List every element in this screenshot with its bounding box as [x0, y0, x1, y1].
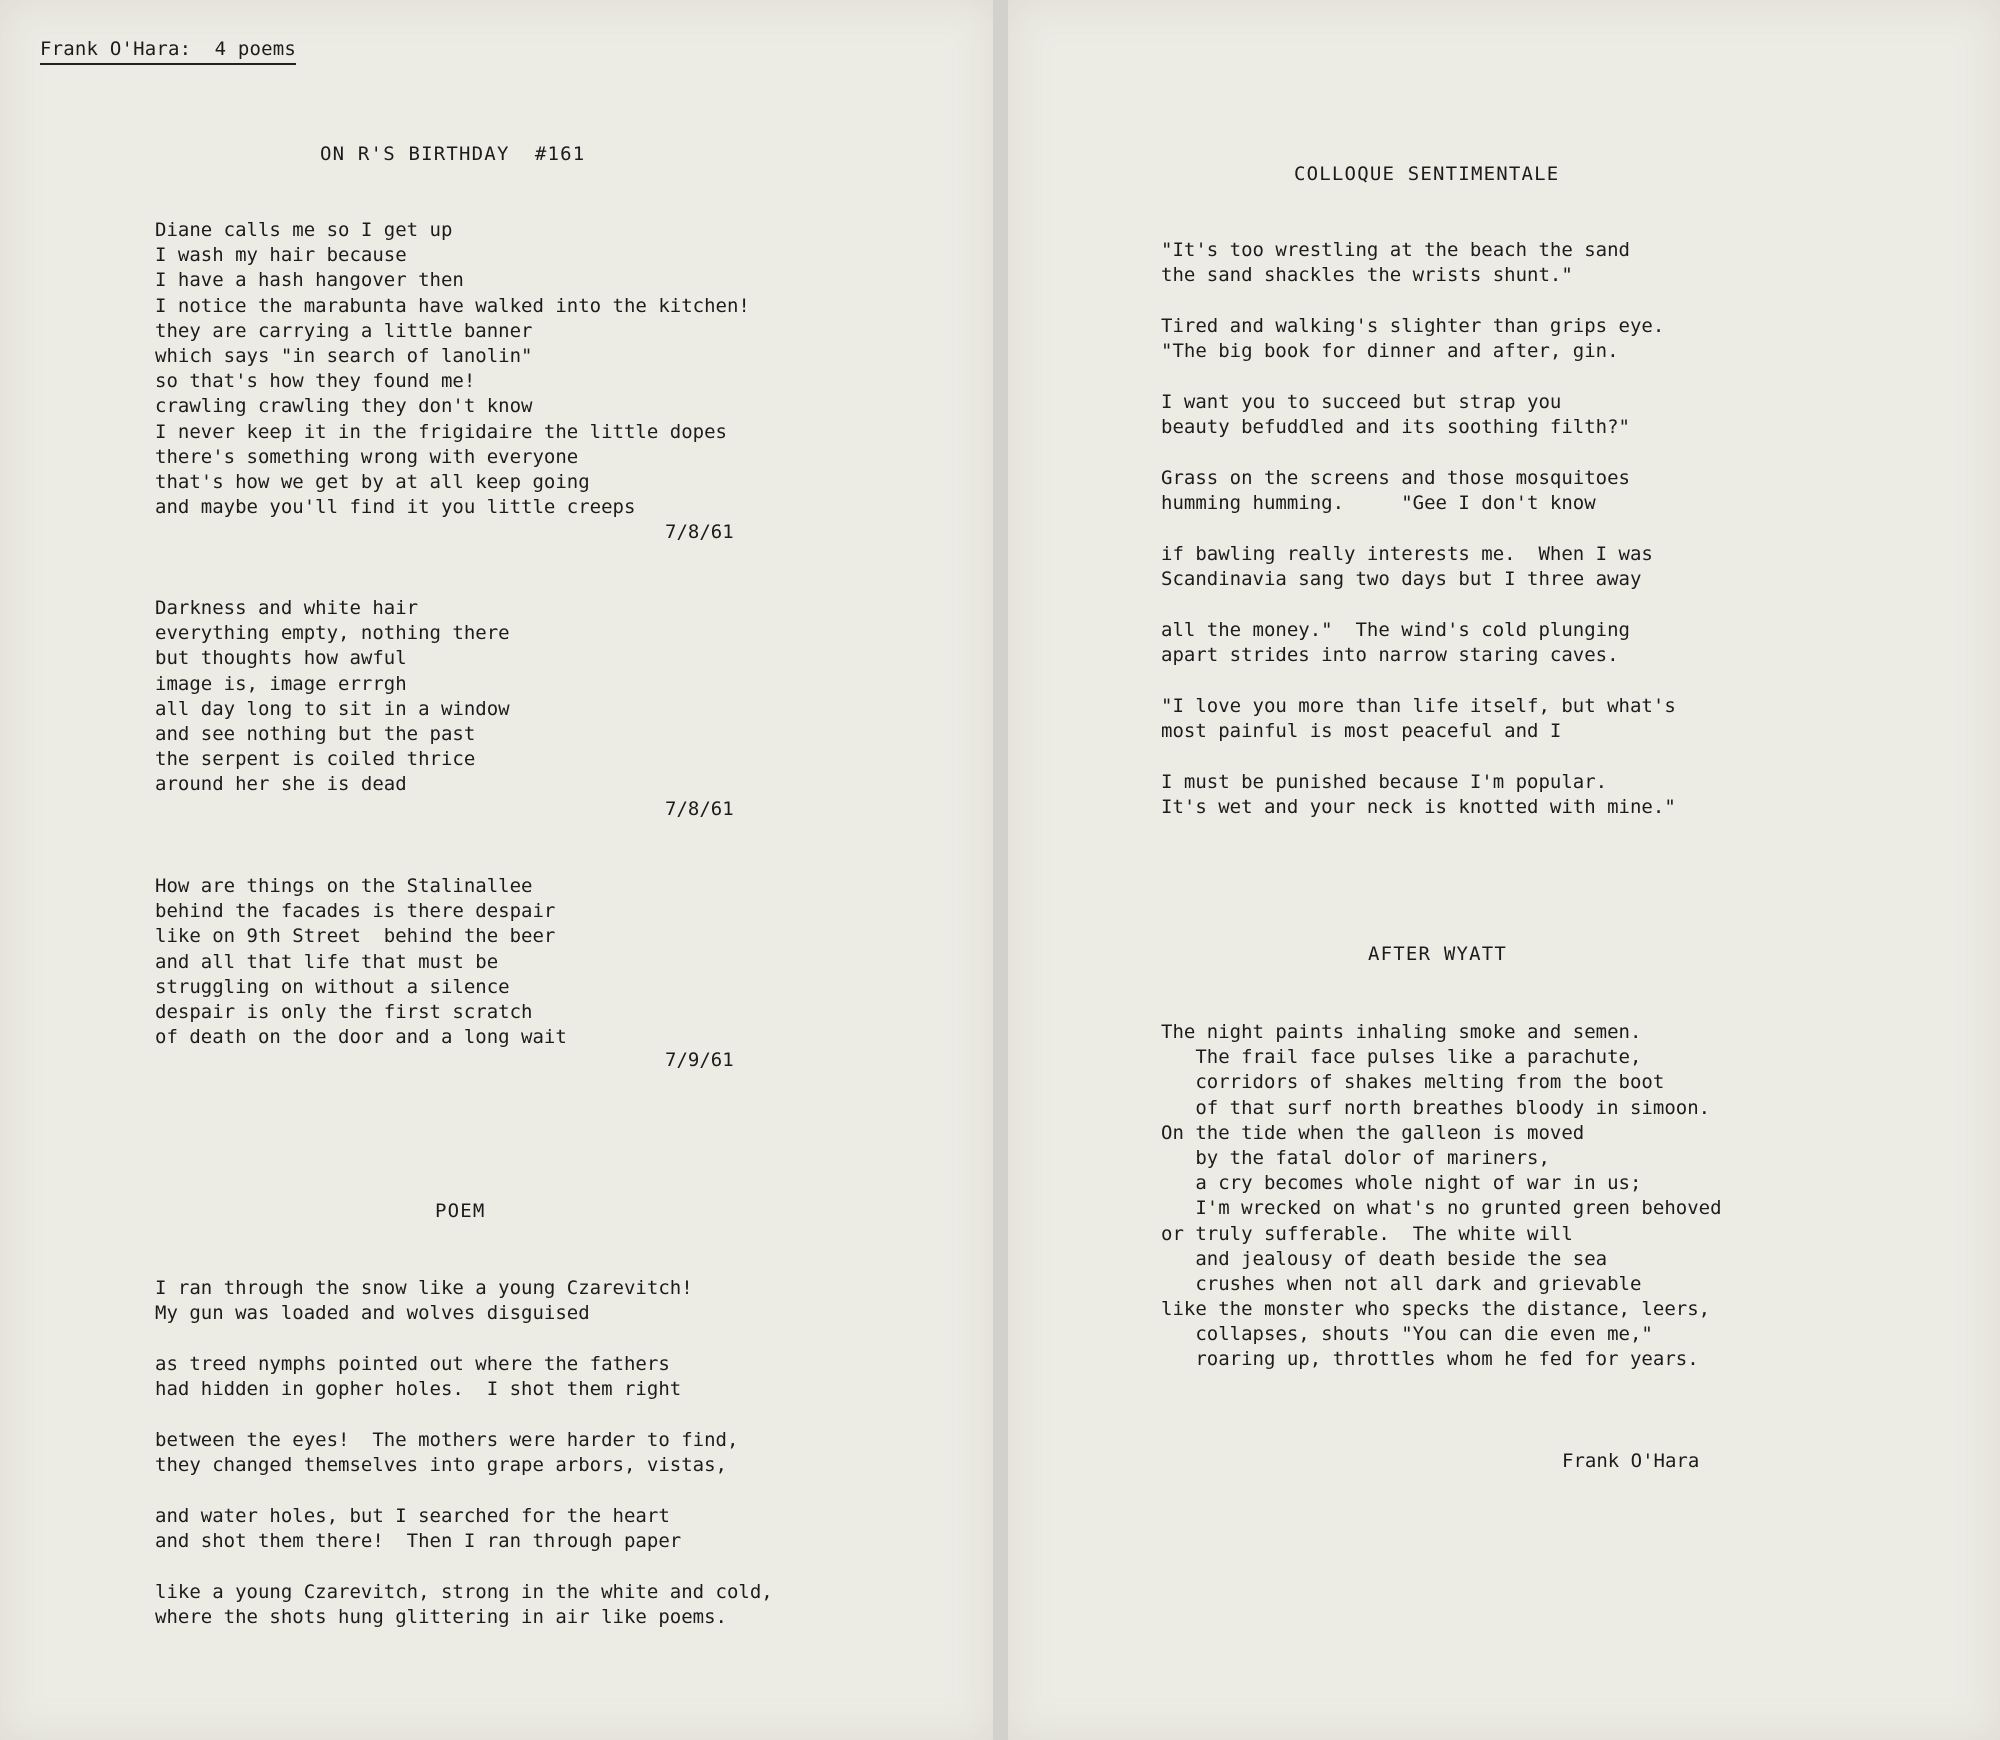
poem-line: I wash my hair because: [155, 244, 407, 267]
poem-line: On the tide when the galleon is moved: [1161, 1121, 1585, 1144]
poem-line: I'm wrecked on what's no grunted green behoved: [1161, 1197, 1722, 1220]
colloque-stanza: [1161, 618, 1630, 668]
poem-line: "I love you more than life itself, but what's: [1161, 695, 1676, 717]
poem-line: struggling on without a silence: [155, 975, 510, 998]
poem-line: like a young Czarevitch, strong in the white and cold,: [155, 1581, 773, 1603]
poem-line: Diane calls me so I get up: [155, 219, 453, 241]
poem-stanza-2: [155, 1352, 681, 1402]
poem-line: of that surf north breathes bloody in simoon.: [1161, 1096, 1711, 1119]
page-header: Frank O'Hara: 4 poems: [40, 38, 296, 65]
poem-line: How are things on the Stalinallee: [155, 875, 533, 897]
poem-line: Grass on the screens and those mosquitoes: [1161, 467, 1630, 489]
colloque-stanza: [1161, 314, 1664, 364]
poem-line: apart strides into narrow staring caves.: [1161, 644, 1619, 667]
poem-line: all day long to sit in a window: [155, 697, 510, 720]
poem-line: had hidden in gopher holes. I shot them right: [155, 1378, 682, 1401]
birthday-section-1: [155, 218, 750, 520]
left-page: [0, 0, 993, 1740]
poem-line: corridors of shakes melting from the boot: [1161, 1071, 1665, 1094]
poem-line: the serpent is coiled thrice: [155, 748, 476, 771]
poem-line: they are carrying a little banner: [155, 319, 533, 342]
poem-line: It's wet and your neck is knotted with mine.": [1161, 796, 1676, 819]
date-2: 7/8/61: [665, 798, 734, 820]
colloque-stanza: [1161, 238, 1630, 288]
poem-line: between the eyes! The mothers were harder to find,: [155, 1429, 739, 1451]
poem-line: everything empty, nothing there: [155, 622, 510, 645]
poem-line: "The big book for dinner and after, gin.: [1161, 340, 1619, 363]
poem-line: "It's too wrestling at the beach the sand: [1161, 239, 1630, 261]
poem-line: crawling crawling they don't know: [155, 395, 533, 418]
poem-line: where the shots hung glittering in air like poems.: [155, 1606, 727, 1629]
poem-stanza-1: [155, 1276, 693, 1326]
poem-line: and water holes, but I searched for the heart: [155, 1505, 670, 1527]
poem-line: of death on the door and a long wait: [155, 1026, 567, 1049]
poem-line: and jealousy of death beside the sea: [1161, 1247, 1608, 1270]
colloque-stanza: [1161, 694, 1676, 744]
poem-line: The night paints inhaling smoke and semen.: [1161, 1021, 1642, 1043]
poem-line: and all that life that must be: [155, 950, 499, 973]
poem-line: by the fatal dolor of mariners,: [1161, 1146, 1550, 1169]
poem-line: if bawling really interests me. When I was: [1161, 543, 1653, 565]
poem-line: there's something wrong with everyone: [155, 445, 579, 468]
poem-line: humming humming. "Gee I don't know: [1161, 492, 1596, 515]
poem-line: and shot them there! Then I ran through paper: [155, 1530, 682, 1553]
poem-line: despair is only the first scratch: [155, 1000, 533, 1023]
date-3: 7/9/61: [665, 1049, 734, 1071]
poem-line: roaring up, throttles whom he fed for years.: [1161, 1348, 1699, 1371]
poem-title-birthday: ON R'S BIRTHDAY #161: [320, 143, 586, 165]
poem-stanza-5: [155, 1580, 773, 1630]
poem-line: The frail face pulses like a parachute,: [1161, 1046, 1642, 1069]
poem-line: all the money." The wind's cold plunging: [1161, 619, 1630, 641]
poem-title-colloque: COLLOQUE SENTIMENTALE: [1294, 163, 1560, 185]
poem-line: I want you to succeed but strap you: [1161, 391, 1562, 413]
colloque-stanza: [1161, 466, 1630, 516]
poem-line: like on 9th Street behind the beer: [155, 925, 556, 948]
poem-line: that's how we get by at all keep going: [155, 470, 590, 493]
poem-line: like the monster who specks the distance, leers,: [1161, 1298, 1711, 1321]
poem-line: a cry becomes whole night of war in us;: [1161, 1172, 1642, 1195]
poem-stanza-4: [155, 1504, 681, 1554]
poem-line: but thoughts how awful: [155, 647, 407, 670]
poem-line: which says "in search of lanolin": [155, 344, 533, 367]
poem-line: and see nothing but the past: [155, 722, 476, 745]
poem-line: collapses, shouts "You can die even me,": [1161, 1323, 1653, 1346]
poem-line: Scandinavia sang two days but I three away: [1161, 568, 1642, 591]
poem-line: beauty befuddled and its soothing filth?": [1161, 416, 1630, 439]
poem-line: they changed themselves into grape arbors, vistas,: [155, 1454, 727, 1477]
date-1: 7/8/61: [665, 521, 734, 543]
poem-title-after-wyatt: AFTER WYATT: [1368, 943, 1508, 965]
poem-line: I have a hash hangover then: [155, 269, 464, 292]
colloque-stanza: [1161, 542, 1653, 592]
poem-line: and maybe you'll find it you little creeps: [155, 496, 636, 519]
after-wyatt-lines: [1161, 1020, 1722, 1373]
poem-line: I must be punished because I'm popular.: [1161, 771, 1608, 793]
signature: Frank O'Hara: [1562, 1450, 1700, 1472]
poem-line: behind the facades is there despair: [155, 900, 556, 923]
poem-stanza-3: [155, 1428, 738, 1478]
colloque-stanza: [1161, 390, 1630, 440]
poem-line: so that's how they found me!: [155, 370, 476, 393]
page-gutter: [993, 0, 1008, 1740]
poem-line: the sand shackles the wrists shunt.": [1161, 264, 1573, 287]
poem-title-poem: POEM: [435, 1200, 486, 1222]
poem-line: most painful is most peaceful and I: [1161, 720, 1562, 743]
birthday-section-2: [155, 596, 510, 798]
right-page: [1008, 0, 2000, 1740]
poem-line: crushes when not all dark and grievable: [1161, 1272, 1642, 1295]
poem-line: image is, image errrgh: [155, 672, 407, 695]
birthday-section-3: [155, 874, 567, 1050]
colloque-stanza: [1161, 770, 1676, 820]
poem-line: My gun was loaded and wolves disguised: [155, 1302, 590, 1325]
poem-line: Darkness and white hair: [155, 597, 419, 619]
poem-line: I notice the marabunta have walked into the kitchen!: [155, 294, 750, 317]
poem-line: I ran through the snow like a young Czarevitch!: [155, 1277, 693, 1299]
poem-line: or truly sufferable. The white will: [1161, 1222, 1573, 1245]
poem-line: as treed nymphs pointed out where the fathers: [155, 1353, 670, 1375]
poem-line: around her she is dead: [155, 773, 407, 796]
poem-line: I never keep it in the frigidaire the little dopes: [155, 420, 727, 443]
poem-line: Tired and walking's slighter than grips eye.: [1161, 315, 1665, 337]
